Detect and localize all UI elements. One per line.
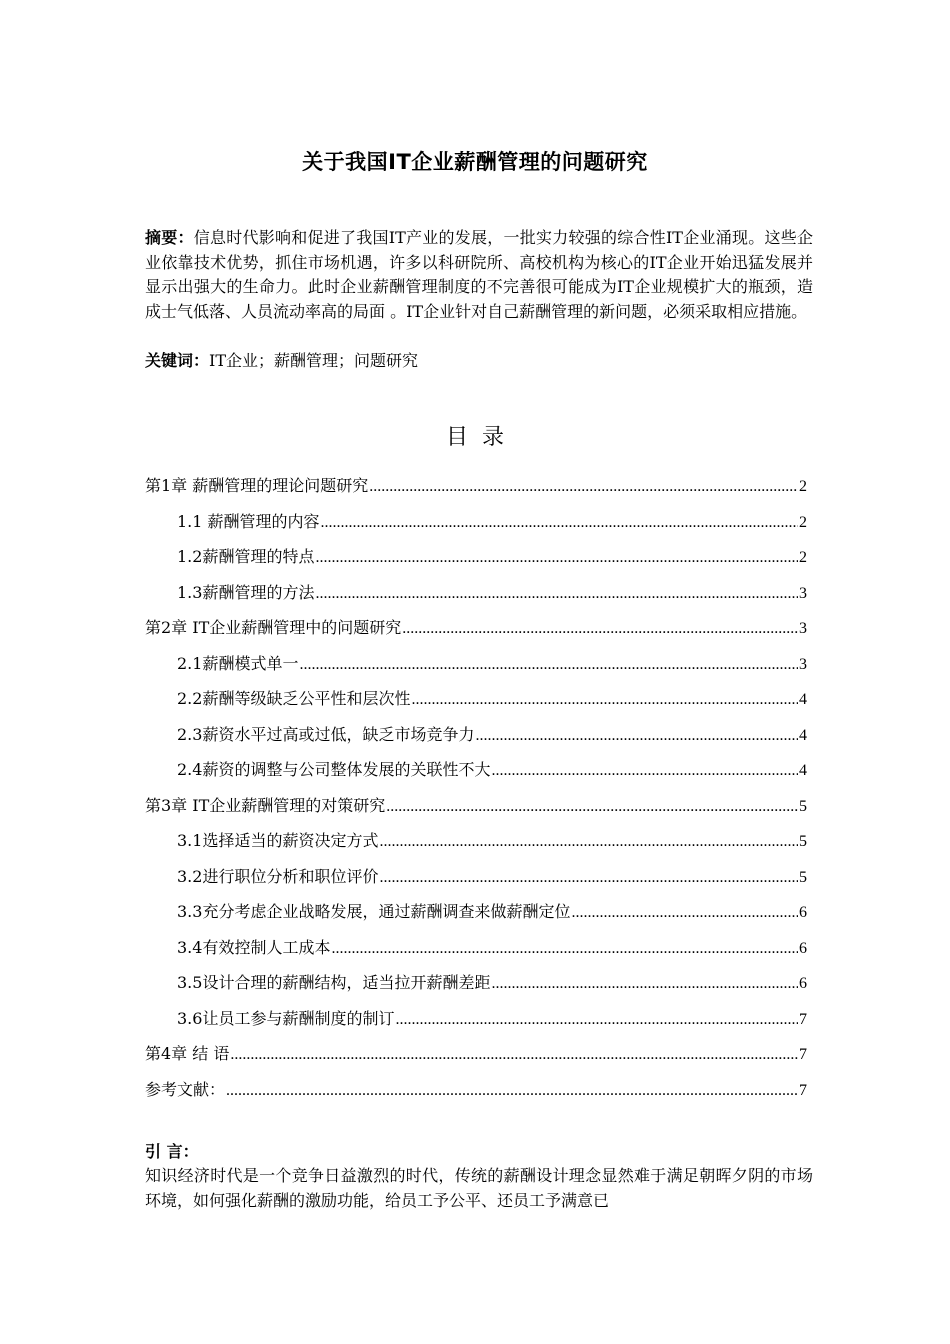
- toc-leader-dots: [321, 511, 798, 535]
- toc-entry[interactable]: [145, 474, 807, 510]
- toc-entry-title: 1.2薪酬管理的特点: [177, 547, 315, 566]
- toc-entry-title: 3.3充分考虑企业战略发展，通过薪酬调查来做薪酬定位: [177, 902, 571, 921]
- toc-entry[interactable]: [145, 829, 807, 865]
- toc-entry-title: 参考文献：: [145, 1079, 226, 1099]
- toc-heading: 目录: [445, 425, 518, 450]
- toc-entry-title: 3.2进行职位分析和职位评价: [177, 866, 379, 886]
- abstract-label: 摘要：: [145, 228, 194, 247]
- introduction-text: 知识经济时代是一个竞争日益激烈的时代，传统的薪酬设计理念显然难于满足朝晖夕阴的市场环境，如何强化薪酬的激励功能，给员工予公平、还员工予满意已: [145, 1166, 813, 1210]
- toc-entry-page: 4: [799, 726, 807, 744]
- toc-entry-page: 2: [799, 549, 807, 566]
- toc-entry-page: 6: [799, 904, 807, 921]
- toc-entry-page: 5: [799, 833, 807, 850]
- toc-entry-title: 2.1薪酬模式单一: [177, 653, 299, 673]
- table-of-contents: [145, 474, 807, 1113]
- abstract-paragraph: [145, 226, 813, 324]
- toc-leader-dots: [491, 759, 798, 783]
- toc-leader-dots: [230, 1043, 798, 1067]
- keywords-line: [145, 349, 813, 373]
- toc-leader-dots: [386, 795, 798, 819]
- toc-entry[interactable]: [145, 1042, 807, 1078]
- toc-leader-dots: [475, 724, 798, 748]
- toc-entry-page: 7: [799, 1010, 807, 1028]
- toc-entry[interactable]: [145, 794, 807, 830]
- toc-entry-title: 2.3薪资水平过高或过低，缺乏市场竞争力: [177, 724, 475, 744]
- toc-entry-page: 2: [799, 513, 807, 531]
- toc-entry-page: 6: [799, 939, 807, 957]
- toc-leader-dots: [402, 617, 798, 641]
- toc-entry-title: 第1章 薪酬管理的理论问题研究: [145, 476, 369, 495]
- toc-entry[interactable]: [145, 1078, 807, 1114]
- toc-leader-dots: [411, 688, 798, 712]
- toc-entry-title: 第3章 IT企业薪酬管理的对策研究: [145, 795, 386, 815]
- toc-leader-dots: [331, 937, 798, 961]
- toc-entry[interactable]: [145, 865, 807, 901]
- toc-entry-title: 3.1选择适当的薪资决定方式: [177, 831, 379, 850]
- toc-entry[interactable]: [145, 723, 807, 759]
- toc-leader-dots: [571, 901, 798, 925]
- toc-entry-page: 3: [799, 584, 807, 602]
- toc-entry-title: 2.2薪酬等级缺乏公平性和层次性: [177, 689, 411, 708]
- toc-leader-dots: [379, 830, 798, 854]
- toc-leader-dots: [315, 582, 798, 606]
- toc-entry-title: 第2章 IT企业薪酬管理中的问题研究: [145, 618, 402, 637]
- toc-entry[interactable]: [145, 616, 807, 652]
- toc-entry-title: 3.6让员工参与薪酬制度的制订: [177, 1008, 395, 1028]
- toc-entry-page: 6: [799, 975, 807, 992]
- toc-entry-page: 7: [799, 1046, 807, 1063]
- introduction-label: 引 言：: [145, 1142, 199, 1161]
- toc-leader-dots: [226, 1079, 798, 1103]
- toc-entry[interactable]: [145, 758, 807, 794]
- toc-entry[interactable]: [145, 900, 807, 936]
- toc-entry-page: 5: [799, 868, 807, 886]
- toc-entry-title: 3.4有效控制人工成本: [177, 937, 331, 957]
- toc-leader-dots: [379, 866, 798, 890]
- toc-entry-page: 4: [799, 691, 807, 708]
- toc-entry-title: 1.3薪酬管理的方法: [177, 582, 315, 602]
- toc-entry[interactable]: [145, 545, 807, 581]
- abstract-text: 信息时代影响和促进了我国IT产业的发展，一批实力较强的综合性IT企业涌现。这些企业依靠技术优势，抓住市场机遇，许多以科研院所、高校机构为核心的IT企业开始迅猛发展并显示出强大的生命力。此时企业薪酬管理制度的不完善很可能成为IT企业规模扩大的瓶颈，造成士气低落、人员流动率高的局面 。IT企业针对自己薪酬管理的新问题，必须采取相应措施。: [145, 228, 813, 321]
- toc-entry-page: 3: [799, 620, 807, 637]
- keywords-text: IT企业；薪酬管理；问题研究: [209, 351, 419, 370]
- toc-leader-dots: [315, 546, 798, 570]
- toc-entry-title: 1.1 薪酬管理的内容: [177, 511, 320, 531]
- toc-entry[interactable]: [145, 971, 807, 1007]
- toc-entry[interactable]: [145, 510, 807, 546]
- keywords-label: 关键词：: [145, 351, 210, 370]
- toc-entry-title: 第4章 结 语: [145, 1044, 230, 1063]
- toc-entry-page: 2: [799, 478, 807, 495]
- toc-leader-dots: [395, 1008, 798, 1032]
- toc-entry-page: 4: [799, 762, 807, 779]
- toc-entry-title: 2.4薪资的调整与公司整体发展的关联性不大: [177, 760, 491, 779]
- toc-entry-page: 3: [799, 655, 807, 673]
- toc-leader-dots: [299, 653, 798, 677]
- toc-entry-page: 5: [799, 797, 807, 815]
- toc-leader-dots: [491, 972, 798, 996]
- document-title: 关于我国IT企业薪酬管理的问题研究: [302, 150, 648, 174]
- toc-entry[interactable]: [145, 687, 807, 723]
- toc-entry[interactable]: [145, 581, 807, 617]
- toc-entry-page: 7: [799, 1081, 807, 1099]
- toc-leader-dots: [369, 475, 798, 499]
- toc-entry[interactable]: [145, 652, 807, 688]
- toc-entry[interactable]: [145, 1007, 807, 1043]
- toc-entry-title: 3.5设计合理的薪酬结构，适当拉开薪酬差距: [177, 973, 491, 992]
- toc-entry[interactable]: [145, 936, 807, 972]
